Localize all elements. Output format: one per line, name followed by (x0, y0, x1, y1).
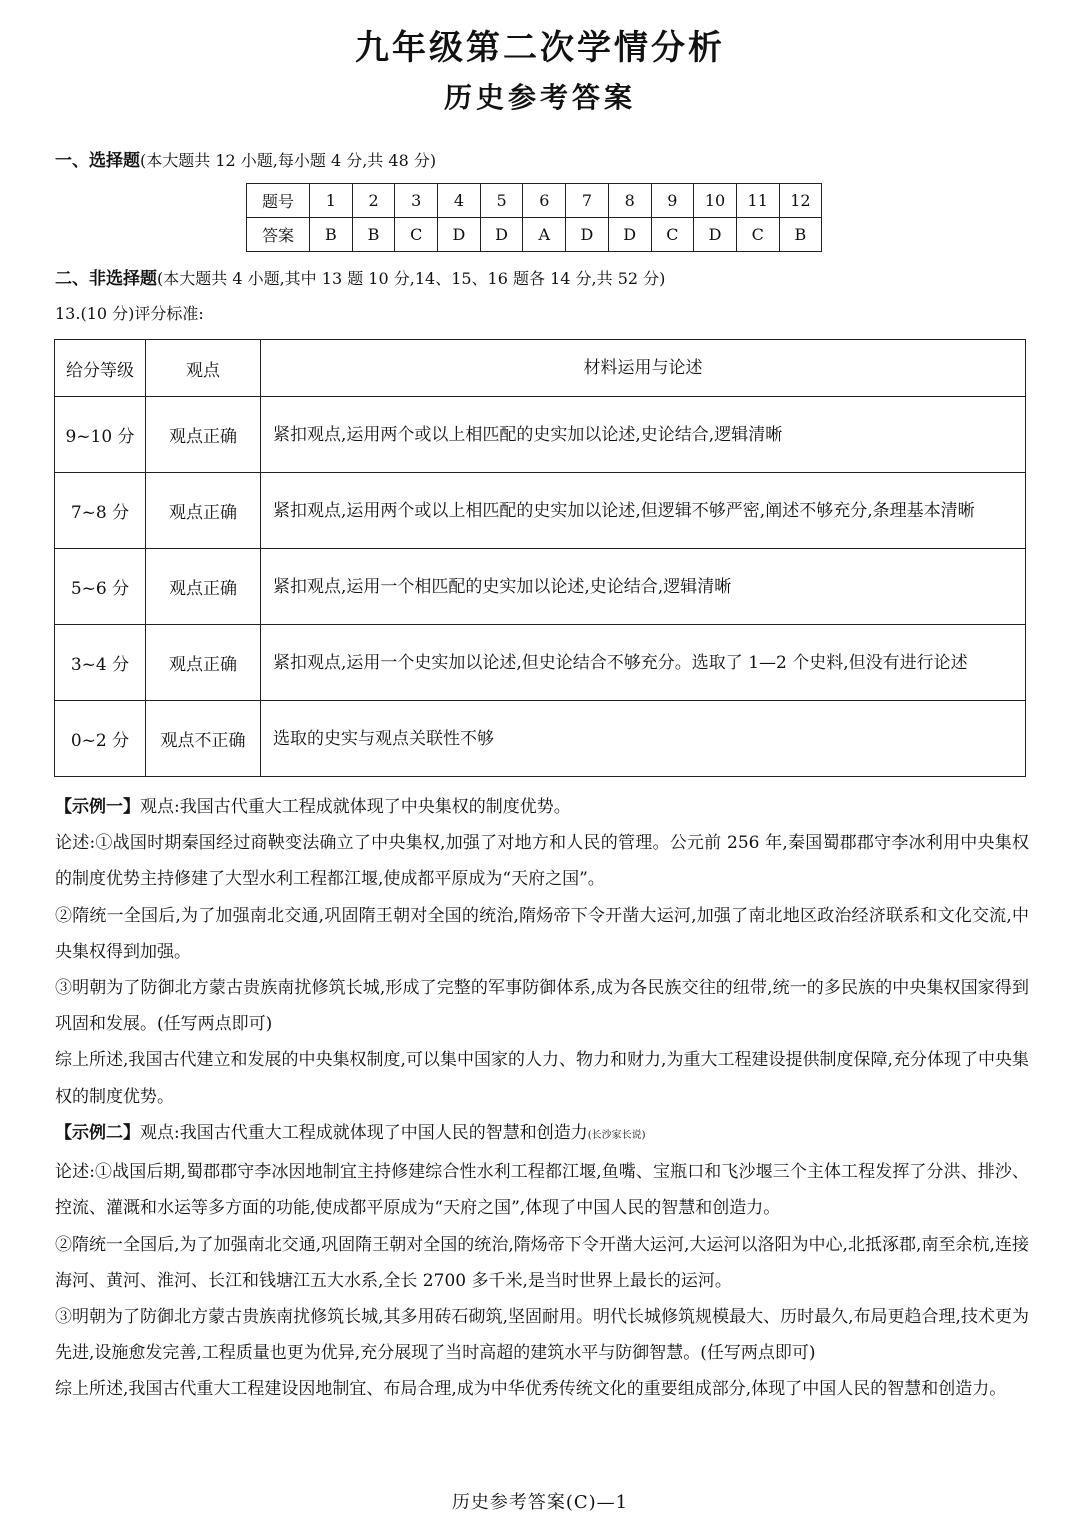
answer-cell: C (736, 218, 779, 252)
watermark-text: (长沙家长说) (587, 1130, 646, 1141)
question-number: 5 (480, 184, 523, 218)
question-number: 6 (523, 184, 566, 218)
example-two (55, 1115, 1029, 1408)
section-two-title: 二、非选择题 (55, 269, 157, 289)
section-one-title: 一、选择题 (55, 151, 140, 171)
answer-cell: B (310, 218, 353, 252)
example-two-view-line (55, 1115, 1029, 1154)
answer-cell: D (480, 218, 523, 252)
rubric-level: 5~6 分 (55, 549, 146, 625)
rubric-desc: 选取的史实与观点关联性不够 (261, 701, 1026, 777)
answer-table-number-row (247, 184, 822, 218)
rubric-view: 观点正确 (146, 473, 261, 549)
question-number: 8 (608, 184, 651, 218)
section-two-heading (55, 264, 665, 289)
answer-cell: D (608, 218, 651, 252)
page-footer: 历史参考答案(C)—1 (451, 1492, 629, 1513)
example-one-view: 观点:我国古代重大工程成就体现了中央集权的制度优势。 (140, 797, 571, 817)
example-two-paragraph: 论述:①战国后期,蜀郡郡守李冰因地制宜主持修建综合性水利工程都江堰,鱼嘴、宝瓶口和飞沙堰三个主体工程发挥了分洪、排沙、控流、灌溉和水运等多方面的功能,使成都平原成为“天府之国”,体现了中国人民的智慧和创造力。 (55, 1162, 1029, 1219)
answer-cell: C (395, 218, 438, 252)
question-number: 12 (779, 184, 822, 218)
example-two-paragraph: ③明朝为了防御北方蒙古贵族南扰修筑长城,其多用砖石砌筑,坚固耐用。明代长城修筑规模最大、历时最久,布局更趋合理,技术更为先进,设施愈发完善,工程质量也更为优异,充分展现了当时高超的建筑水平与防御智慧。(任写两点即可) (55, 1307, 1029, 1364)
answer-cell: A (523, 218, 566, 252)
rubric-header-level: 给分等级 (55, 340, 146, 397)
rubric-view: 观点正确 (146, 397, 261, 473)
rubric-desc: 紧扣观点,运用两个或以上相匹配的史实加以论述,但逻辑不够严密,阐述不够充分,条理基本清晰 (261, 473, 1026, 549)
answer-table (246, 183, 822, 252)
answer-row-label: 答案 (247, 218, 310, 252)
example-two-tag: 【示例二】 (55, 1123, 140, 1143)
rubric-level: 9~10 分 (55, 397, 146, 473)
rubric-view: 观点正确 (146, 549, 261, 625)
example-one-paragraph: ②隋统一全国后,为了加强南北交通,巩固隋王朝对全国的统治,隋炀帝下令开凿大运河,加强了南北地区政治经济联系和文化交流,中央集权得到加强。 (55, 905, 1029, 962)
rubric-desc: 紧扣观点,运用一个史实加以论述,但史论结合不够充分。选取了 1—2 个史料,但没有进行论述 (261, 625, 1026, 701)
answer-cell: C (651, 218, 694, 252)
question-number: 3 (395, 184, 438, 218)
rubric-desc: 紧扣观点,运用两个或以上相匹配的史实加以论述,史论结合,逻辑清晰 (261, 397, 1026, 473)
question-number: 1 (310, 184, 353, 218)
answer-cell: D (694, 218, 737, 252)
example-two-paragraph: ②隋统一全国后,为了加强南北交通,巩固隋王朝对全国的统治,隋炀帝下令开凿大运河,大运河以洛阳为中心,北抵涿郡,南至余杭,连接海河、黄河、淮河、长江和钱塘江五大水系,全长 2700 多千米,是当时世界上最长的运河。 (55, 1234, 1029, 1291)
question-number: 2 (352, 184, 395, 218)
question-number: 7 (566, 184, 609, 218)
rubric-header-desc: 材料运用与论述 (261, 340, 1026, 397)
rubric-level: 7~8 分 (55, 473, 146, 549)
page-subtitle: 历史参考答案 (443, 81, 636, 114)
answer-cell: D (438, 218, 481, 252)
question-number: 10 (694, 184, 737, 218)
rubric-view: 观点正确 (146, 625, 261, 701)
answer-cell: D (566, 218, 609, 252)
example-two-paragraph: 综上所述,我国古代重大工程建设因地制宜、布局合理,成为中华优秀传统文化的重要组成部分,体现了中国人民的智慧和创造力。 (55, 1379, 1007, 1400)
page-title: 九年级第二次学情分析 (355, 28, 725, 68)
example-one-view-line (55, 789, 1029, 825)
example-one (55, 789, 1029, 1115)
rubric-row (55, 549, 1026, 625)
scoring-rubric-table (54, 339, 1026, 777)
rubric-row (55, 625, 1026, 701)
rubric-row (55, 397, 1026, 473)
rubric-row (55, 473, 1026, 549)
answer-table-answer-row (247, 218, 822, 252)
example-one-paragraph: 论述:①战国时期秦国经过商鞅变法确立了中央集权,加强了对地方和人民的管理。公元前 256 年,秦国蜀郡郡守李冰利用中央集权的制度优势主持修建了大型水利工程都江堰,使成都平原成为“天府之国”。 (55, 833, 1029, 890)
rubric-desc: 紧扣观点,运用一个相匹配的史实加以论述,史论结合,逻辑清晰 (261, 549, 1026, 625)
rubric-view: 观点不正确 (146, 701, 261, 777)
example-one-tag: 【示例一】 (55, 797, 140, 817)
example-one-paragraph: ③明朝为了防御北方蒙古贵族南扰修筑长城,形成了完整的军事防御体系,成为各民族交往的纽带,统一的多民族的中央集权国家得到巩固和发展。(任写两点即可) (55, 978, 1029, 1035)
number-row-label: 题号 (247, 184, 310, 218)
rubric-level: 3~4 分 (55, 625, 146, 701)
section-two-note: (本大题共 4 小题,其中 13 题 10 分,14、15、16 题各 14 分,共 52 分) (157, 269, 666, 288)
question-number: 9 (651, 184, 694, 218)
rubric-row (55, 701, 1026, 777)
rubric-level: 0~2 分 (55, 701, 146, 777)
answer-cell: B (779, 218, 822, 252)
rubric-header-row (55, 340, 1026, 397)
question-13-intro: 13.(10 分)评分标准: (55, 304, 204, 323)
section-one-heading (55, 146, 436, 171)
rubric-header-view: 观点 (146, 340, 261, 397)
question-number: 11 (736, 184, 779, 218)
answer-cell: B (352, 218, 395, 252)
question-number: 4 (438, 184, 481, 218)
section-one-note: (本大题共 12 小题,每小题 4 分,共 48 分) (140, 151, 437, 170)
example-two-view: 观点:我国古代重大工程成就体现了中国人民的智慧和创造力 (140, 1123, 588, 1143)
example-one-paragraph: 综上所述,我国古代建立和发展的中央集权制度,可以集中国家的人力、物力和财力,为重大工程建设提供制度保障,充分体现了中央集权的制度优势。 (55, 1050, 1029, 1107)
